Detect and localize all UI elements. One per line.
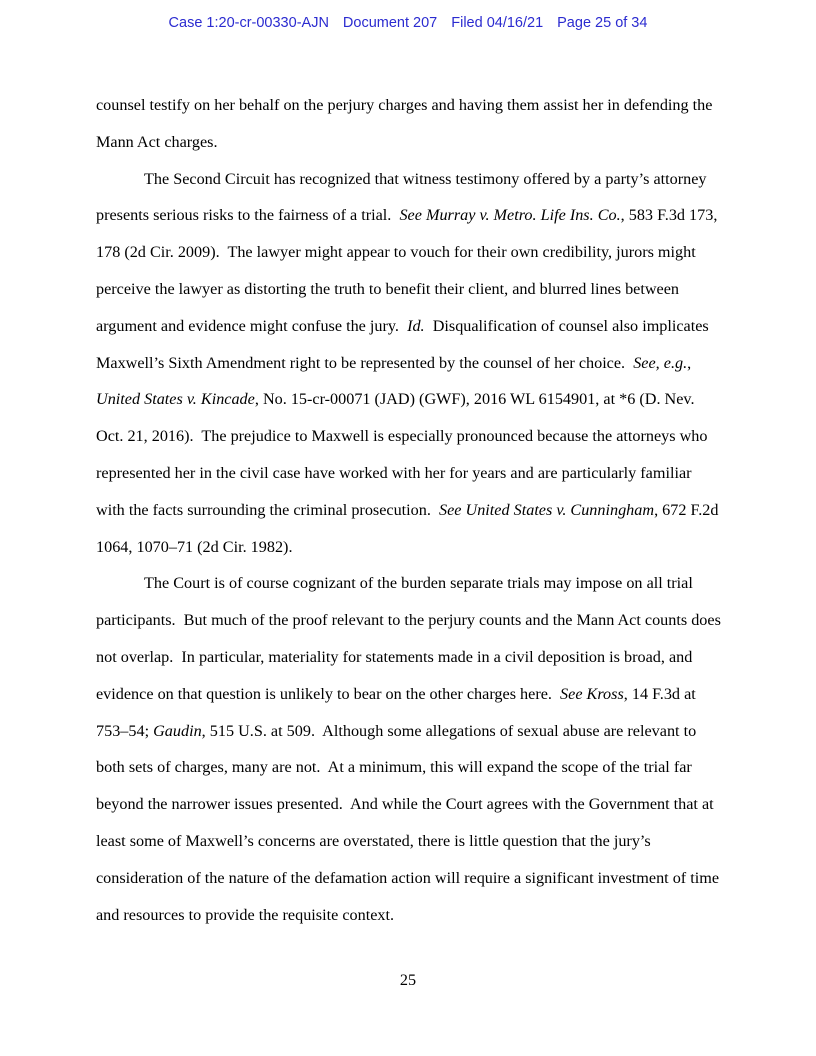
body-text: , No. 15-cr-00071 (JAD) (GWF), 2016 WL 6154901, at *6 (D. Nev. Oct. 21, 2016). The prejudice to Maxwell is especially pronounced because the attorneys who represented her in the civil case have worked with her for years and are particularly familiar with the facts surrounding the criminal prosecution.: [96, 390, 712, 519]
body-text: , 14 F.3d at 753–54;: [96, 684, 700, 740]
stamp-document-number: Document 207: [342, 15, 438, 31]
body-text: The Court is of course cognizant of the burden separate trials may impose on all trial participants. But much of the proof relevant to the perjury counts and the Mann Act counts does not overlap. In particular, materiality for statements made in a civil deposition is broad, and evidence on that question is unlikely to bear on the other charges here.: [96, 574, 725, 703]
body-text: , 583 F.3d 173, 178 (2d Cir. 2009). The lawyer might appear to vouch for their own credibility, jurors might perceive the lawyer as distorting the truth to benefit their client, and blurred lines between argument and evidence might confuse the jury.: [96, 206, 722, 335]
citation-text: United States v. Kincade: [96, 390, 255, 409]
body-text: counsel testify on her behalf on the perjury charges and having them assist her in defending the Mann Act charges.: [96, 96, 717, 151]
body-text: , 515 U.S. at 509. Although some allegations of sexual abuse are relevant to both sets of charges, many are not. At a minimum, this will expand the scope of the trial far beyond the narrower issues presented. And while the Court agrees with the Government that at least some of Maxwell’s concerns are overstated, there is little question that the jury’s consideration of the nature of the defamation action will require a significant investment of time and resources to provide the requisite context.: [96, 721, 724, 924]
citation-text: Gaudin: [153, 721, 202, 740]
body-text: ,: [687, 353, 696, 372]
page-number: 25: [399, 971, 417, 989]
citation-text: See Kross: [560, 684, 624, 703]
paragraph: [96, 565, 724, 933]
ecf-header-stamp: [0, 15, 816, 31]
citation-text: See Murray v. Metro. Life Ins. Co.: [399, 206, 621, 225]
paragraph: [96, 87, 724, 161]
document-body: [96, 87, 724, 933]
paragraph: [96, 161, 724, 566]
body-text: Disqualification of counsel also implicates Maxwell’s Sixth Amendment right to be represented by the counsel of her choice.: [96, 316, 713, 372]
stamp-case-number: Case 1:20-cr-00330-AJN: [168, 15, 329, 31]
citation-text: Id.: [407, 316, 425, 335]
stamp-filed-date: Filed 04/16/21: [451, 15, 544, 31]
stamp-page-info: Page 25 of 34: [557, 15, 648, 31]
body-text: The Second Circuit has recognized that witness testimony offered by a party’s attorney presents serious risks to the fairness of a trial.: [96, 169, 711, 225]
citation-text: See United States v. Cunningham: [439, 500, 655, 519]
body-text: , 672 F.2d 1064, 1070–71 (2d Cir. 1982).: [96, 500, 723, 556]
citation-text: See, e.g.: [633, 353, 688, 372]
